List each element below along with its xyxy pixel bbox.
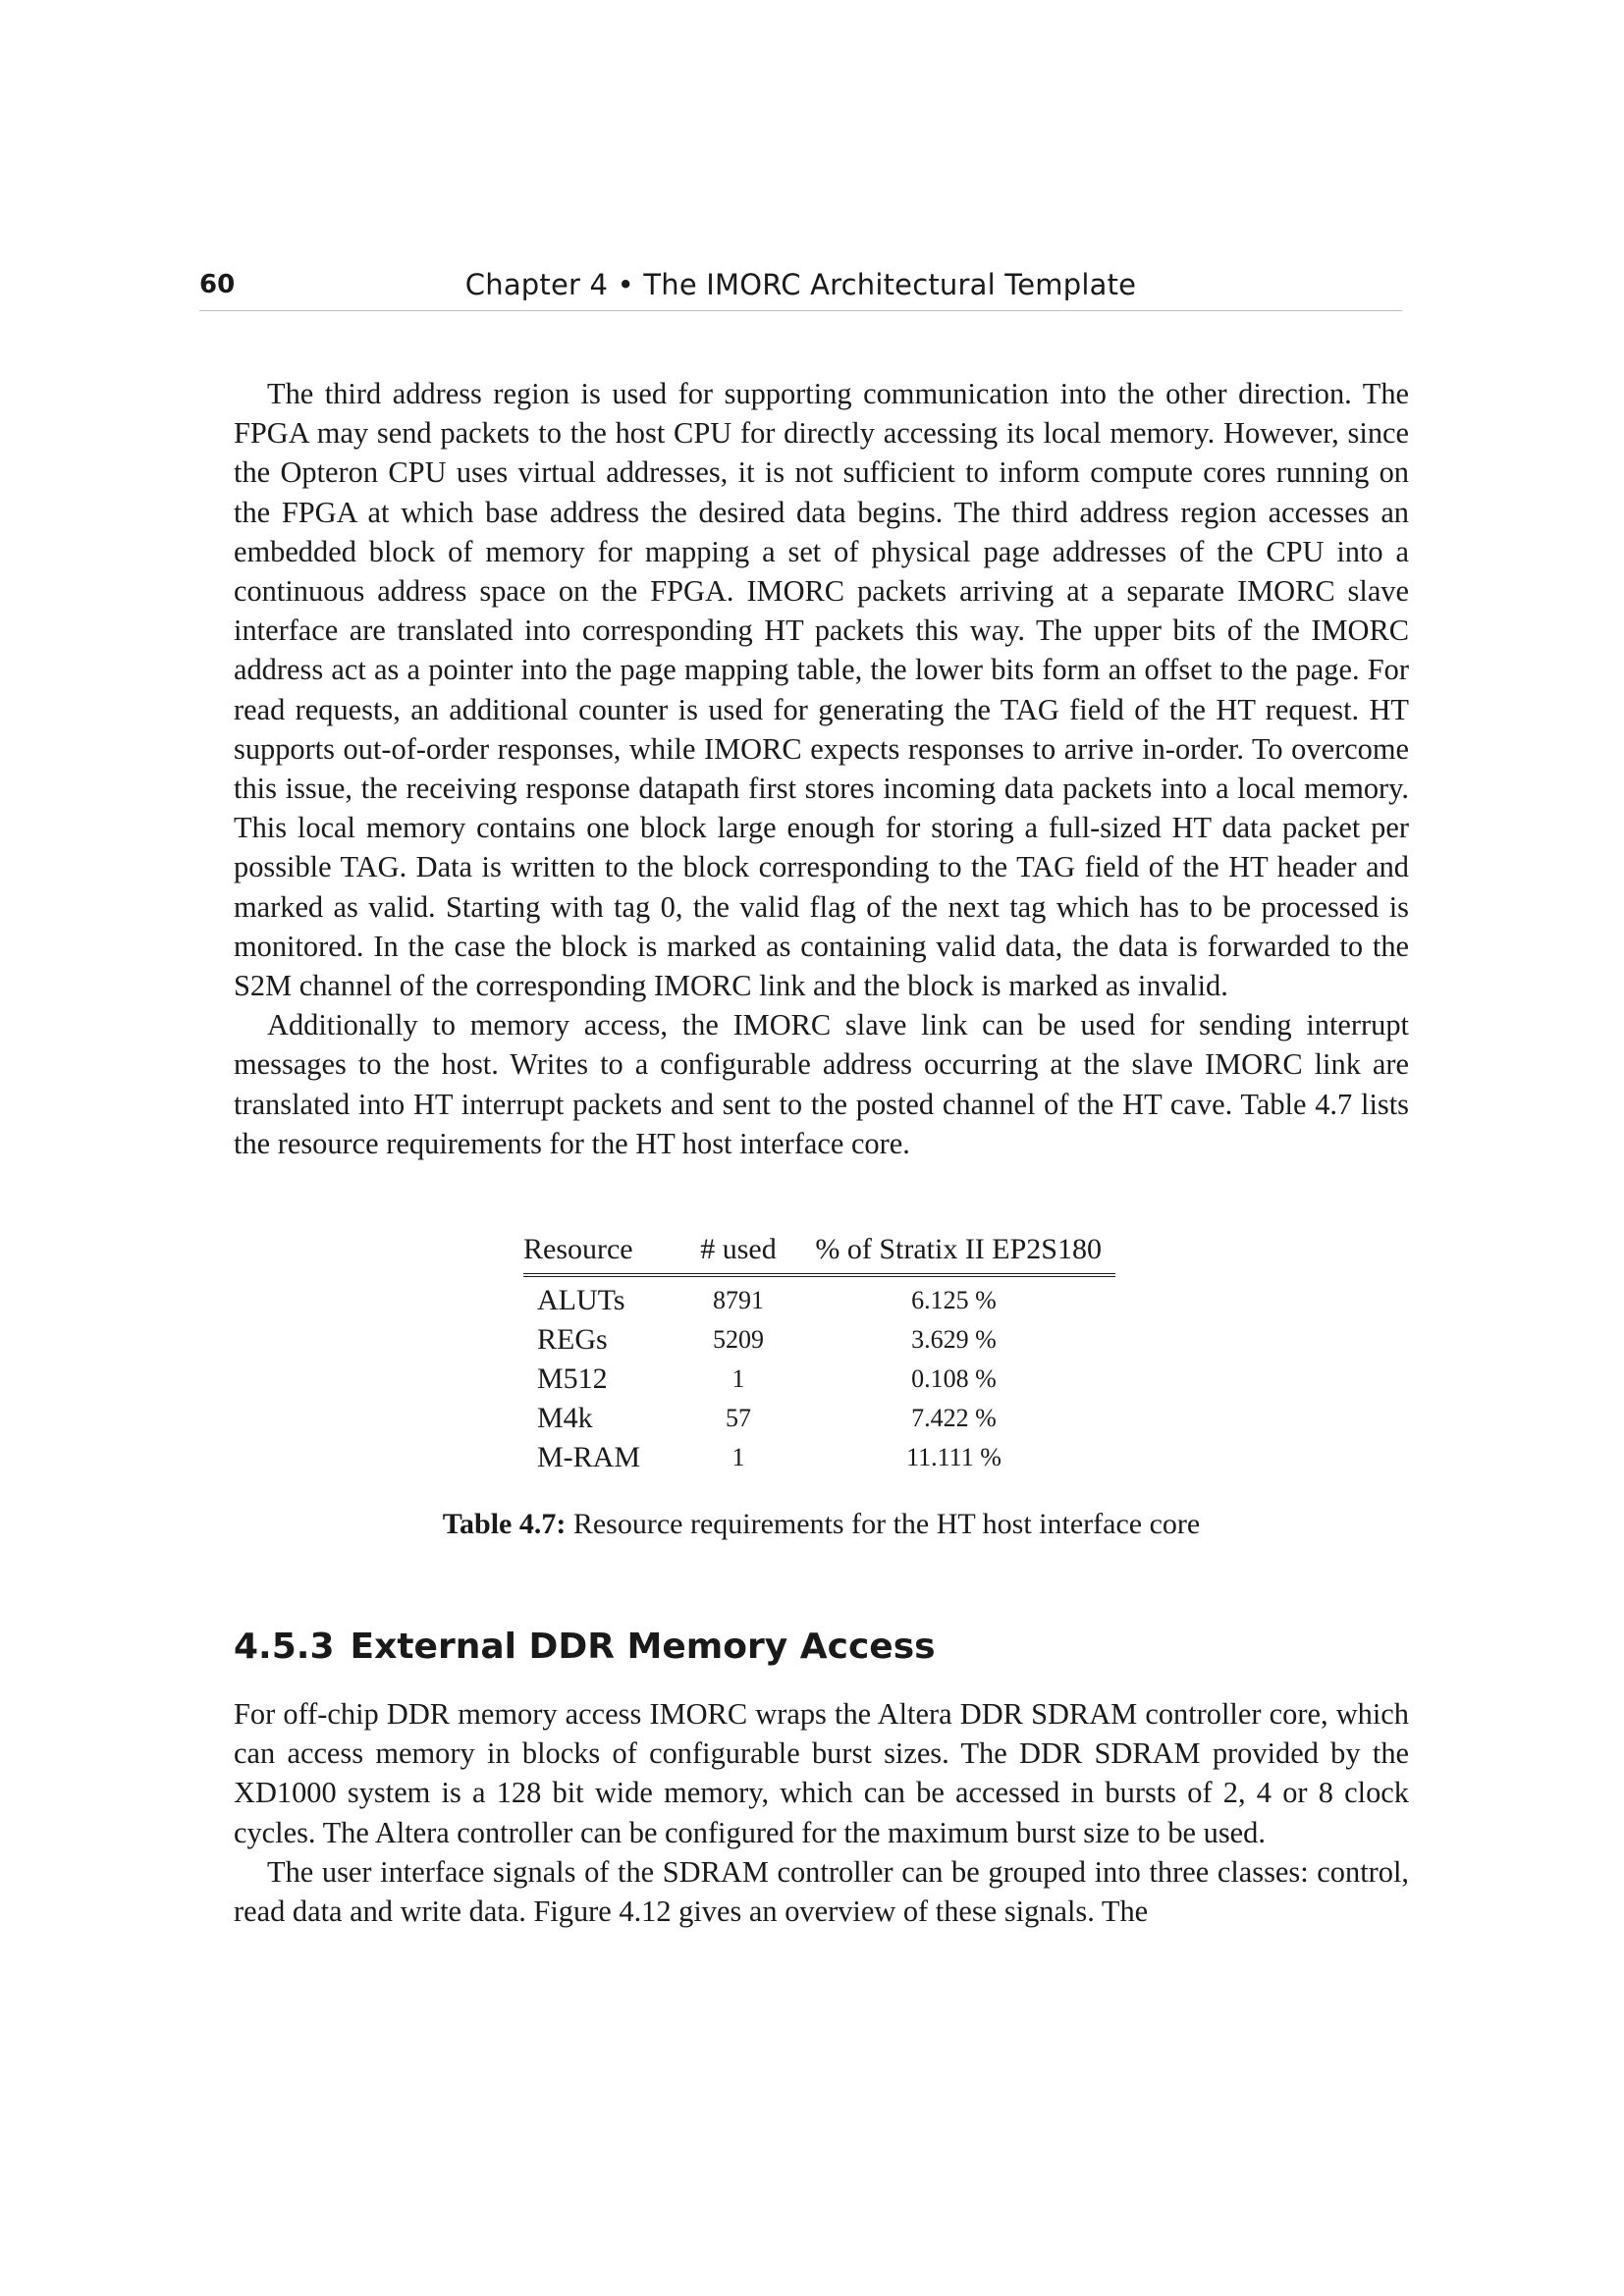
table-cell-percent: 6.125 % <box>911 1286 997 1314</box>
table-cell-percent: 0.108 % <box>911 1364 997 1393</box>
table-cell-resource: M4k <box>537 1402 593 1434</box>
chapter-title: Chapter 4 • The IMORC Architectural Template <box>464 268 1137 301</box>
paragraph-ddr-access: For off-chip DDR memory access IMORC wraps the Altera DDR SDRAM controller core, which can access memory in blocks of configurable burst sizes. The DDR SDRAM provided by the XD1000 system is a 128 bit wide memory, which can be accessed in bursts of 2, 4 or 8 clock cycles. The Altera controller can be configured for the maximum burst size to be used. <box>234 1697 1409 1849</box>
table-cell-used: 1 <box>731 1364 745 1393</box>
table-row <box>523 1275 1115 1320</box>
table-row <box>523 1360 1115 1399</box>
body-text-bottom <box>234 1694 1409 1931</box>
table-cell-used: 57 <box>726 1404 751 1432</box>
section-number: 4.5.3 <box>234 1627 335 1667</box>
resource-table <box>523 1230 1115 1477</box>
table-row <box>523 1399 1115 1438</box>
section-title: External DDR Memory Access <box>350 1627 936 1667</box>
page-number: 60 <box>199 270 236 299</box>
table-cell-resource: M-RAM <box>537 1441 641 1473</box>
table-header-row <box>523 1230 1115 1275</box>
table-cell-used: 8791 <box>713 1286 764 1314</box>
table-cell-percent: 11.111 % <box>906 1443 1001 1471</box>
table-cell-percent: 7.422 % <box>911 1404 997 1432</box>
section-heading <box>234 1626 936 1669</box>
table-header-used: # used <box>700 1233 777 1265</box>
body-text-top <box>234 374 1409 1163</box>
table-cell-resource: M512 <box>537 1362 608 1395</box>
table-cell-resource: ALUTs <box>537 1284 625 1316</box>
table-cell-percent: 3.629 % <box>911 1325 997 1354</box>
running-header <box>199 267 1402 311</box>
table-header-percent: % of Stratix II EP2S180 <box>815 1233 1102 1265</box>
table-caption-text: Resource requirements for the HT host interface core <box>566 1508 1201 1540</box>
table-cell-used: 5209 <box>713 1325 764 1354</box>
table-row <box>523 1320 1115 1360</box>
table-header-resource: Resource <box>523 1233 633 1265</box>
paragraph-interrupt-messages: Additionally to memory access, the IMORC slave link can be used for sending interrupt messages to the host. Writes to a configurable address occurring at the slave IMORC link are translated into HT interrupt packets and sent to the posted channel of the HT cave. Table 4.7 lists the resource requirements for the HT host interface core. <box>234 1008 1409 1160</box>
table-caption-label: Table 4.7: <box>442 1508 567 1540</box>
table-row <box>523 1438 1115 1477</box>
table-caption <box>234 1505 1409 1544</box>
table-cell-used: 1 <box>731 1443 745 1471</box>
table-cell-resource: REGs <box>537 1323 608 1356</box>
paragraph-user-interface-signals: The user interface signals of the SDRAM controller can be grouped into three classes: control, read data and write data. Figure 4.12 gives an overview of these signals. The <box>234 1854 1409 1929</box>
resource-table-container <box>523 1230 1115 1477</box>
paragraph-third-address-region: The third address region is used for supporting communication into the other direction. The FPGA may send packets to the host CPU for directly accessing its local memory. However, since the Opteron CPU uses virtual addresses, it is not sufficient to inform compute cores running on the FPGA at which base address the desired data begins. The third address region accesses an embedded block of memory for mapping a set of physical page addresses of the CPU into a continuous address space on the FPGA. IMORC packets arriving at a separate IMORC slave interface are translated into corresponding HT packets this way. The upper bits of the IMORC address act as a pointer into the page mapping table, the lower bits form an offset to the page. For read requests, an additional counter is used for generating the TAG field of the HT request. HT supports out-of-order responses, while IMORC expects responses to arrive in-order. To overcome this issue, the receiving response datapath first stores incoming data packets into a local memory. This local memory contains one block large enough for storing a full-sized HT data packet per possible TAG. Data is written to the block corresponding to the TAG field of the HT header and marked as valid. Starting with tag 0, the valid flag of the next tag which has to be processed is monitored. In the case the block is marked as containing valid data, the data is forwarded to the S2M channel of the corresponding IMORC link and the block is marked as invalid. <box>234 377 1409 1003</box>
